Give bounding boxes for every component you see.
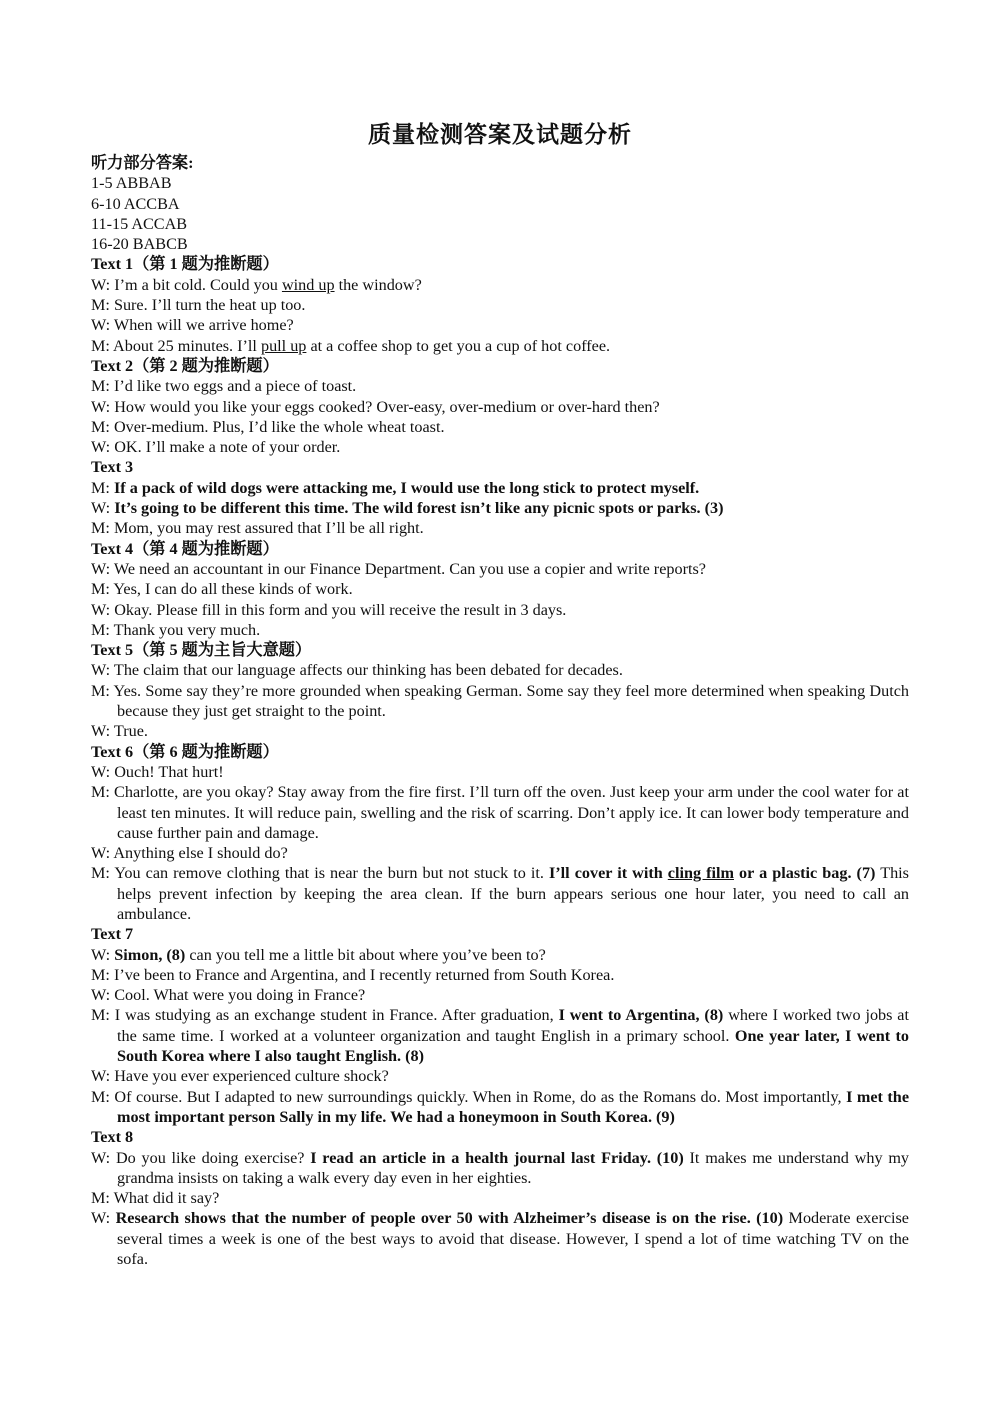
dialogue-text: at a coffee shop to get you a cup of hot coffee.	[306, 336, 611, 355]
dialogue-line	[91, 863, 909, 924]
text2-heading: Text 2（第 2 题为推断题）	[91, 356, 279, 375]
dialogue-line: W: How would you like your eggs cooked? Over-easy, over-medium or over-hard then?	[91, 397, 660, 416]
dialogue-line: W: Anything else I should do?	[91, 844, 288, 863]
dialogue-line: W: Okay. Please fill in this form and you will receive the result in 3 days.	[91, 600, 567, 619]
dialogue-text: W: Do you like doing exercise?	[91, 1148, 311, 1167]
dialogue-text: M: I was studying as an exchange student in France. After graduation,	[91, 1006, 559, 1025]
answers-heading: 听力部分答案:	[91, 154, 194, 172]
dialogue-text: can you tell me a little bit about where you’ve been to?	[185, 945, 546, 964]
underlined-phrase: wind up	[281, 275, 335, 294]
text1-heading: Text 1（第 1 题为推断题）	[91, 255, 279, 274]
dialogue-line	[91, 336, 909, 356]
dialogue-line: M: Over-medium. Plus, I’d like the whole wheat toast.	[91, 417, 445, 436]
dialogue-line: M: Sure. I’ll turn the heat up too.	[91, 296, 306, 315]
dialogue-line: W: When will we arrive home?	[91, 316, 294, 335]
dialogue-text: the window?	[334, 275, 422, 294]
answer-line: 1-5 ABBAB	[91, 174, 172, 193]
dialogue-line	[91, 478, 909, 498]
answer-line: 6-10 ACCBA	[91, 194, 180, 213]
key-sentence: If a pack of wild dogs were attacking me, I would use the long stick to protect myself.	[113, 478, 700, 497]
dialogue-line	[91, 1148, 909, 1189]
dialogue-text: W:	[91, 499, 115, 518]
text3-heading: Text 3	[91, 458, 134, 477]
answer-line: 11-15 ACCAB	[91, 214, 188, 233]
document-page	[91, 118, 909, 1269]
dialogue-line: M: Charlotte, are you okay? Stay away from the fire first. I’ll turn off the oven. Just keep your arm under the cool water for at least ten minutes. It will reduce pain, swelling and the risk of scarring. Don’t apply ice. It can lower body temperature and cause further pain and damage.	[91, 783, 909, 842]
dialogue-line: W: Have you ever experienced culture shock?	[91, 1067, 389, 1086]
dialogue-line: M: What did it say?	[91, 1189, 220, 1208]
dialogue-text: This helps prevent infection by keeping the area clean. If the burn appears serious one hour later, you need to call an ambulance.	[117, 864, 909, 923]
page-title: 质量检测答案及试题分析	[368, 122, 632, 147]
text7-heading: Text 7	[91, 925, 134, 944]
dialogue-text: Moderate exercise several times a week is one of the best ways to avoid that disease. However, I spend a lot of time watching TV on the sofa.	[117, 1209, 909, 1269]
dialogue-line: W: The claim that our language affects our thinking has been debated for decades.	[91, 661, 623, 680]
key-sentence: or a plastic bag. (7)	[734, 864, 876, 883]
dialogue-line	[91, 1087, 909, 1128]
dialogue-line: W: Cool. What were you doing in France?	[91, 986, 366, 1005]
key-sentence: Research shows that the number of people over 50 with Alzheimer’s disease is on the rise. (10)	[115, 1209, 784, 1228]
text4-heading: Text 4（第 4 题为推断题）	[91, 539, 279, 558]
key-sentence: I went to Argentina, (8)	[558, 1006, 724, 1025]
dialogue-line	[91, 1005, 909, 1066]
text6-heading: Text 6（第 6 题为推断题）	[91, 742, 279, 761]
dialogue-line: M: I’d like two eggs and a piece of toast.	[91, 377, 357, 396]
dialogue-line: W: Ouch! That hurt!	[91, 762, 224, 781]
dialogue-line: M: Yes. Some say they’re more grounded when speaking German. Some say they feel more determined when speaking Dutch because they just get straight to the point.	[91, 681, 909, 721]
dialogue-line	[91, 945, 909, 965]
key-sentence: It’s going to be different this time. The wild forest isn’t like any picnic spots or parks. (3)	[114, 499, 724, 518]
key-sentence: I met the most important person Sally in my life. We had a honeymoon in South Korea. (9)	[117, 1087, 909, 1126]
dialogue-text: W: I’m a bit cold. Could you	[91, 275, 282, 294]
dialogue-line: W: True.	[91, 722, 148, 741]
dialogue-line	[91, 1208, 909, 1269]
dialogue-text: W:	[91, 1209, 116, 1228]
key-sentence: I’ll cover it with	[548, 864, 668, 883]
dialogue-line: M: Mom, you may rest assured that I’ll be all right.	[91, 519, 424, 538]
text5-heading: Text 5（第 5 题为主旨大意题）	[91, 641, 312, 660]
text8-heading: Text 8	[91, 1128, 134, 1147]
dialogue-text: W:	[91, 945, 115, 964]
dialogue-line: M: I’ve been to France and Argentina, and I recently returned from South Korea.	[91, 965, 615, 984]
key-sentence: I read an article in a health journal last Friday. (10)	[310, 1148, 684, 1167]
dialogue-line: W: We need an accountant in our Finance Department. Can you use a copier and write reports?	[91, 559, 706, 578]
answer-line: 16-20 BABCB	[91, 235, 188, 254]
key-sentence: One year later, I went to South Korea where I also taught English. (8)	[117, 1026, 909, 1066]
dialogue-line: W: OK. I’ll make a note of your order.	[91, 438, 341, 457]
underlined-phrase: pull up	[260, 336, 307, 355]
dialogue-line: M: Yes, I can do all these kinds of work.	[91, 580, 353, 599]
dialogue-line	[91, 498, 909, 518]
key-sentence: Simon, (8)	[114, 945, 186, 964]
dialogue-text: where I worked two jobs at the same time. I worked at a volunteer organization and taught English in a primary school.	[117, 1006, 909, 1045]
dialogue-text: M: You can remove clothing that is near the burn but not stuck to it.	[91, 864, 549, 883]
dialogue-text: M: About 25 minutes. I’ll	[91, 336, 261, 355]
dialogue-text: M: Of course. But I adapted to new surroundings quickly. When in Rome, do as the Romans do. Most importantly,	[91, 1087, 847, 1106]
dialogue-text: It makes me understand why my grandma insists on taking a walk every day even in her eighties.	[117, 1148, 910, 1187]
dialogue-line: M: Thank you very much.	[91, 620, 261, 639]
dialogue-text: M:	[91, 478, 114, 497]
dialogue-line	[91, 275, 909, 295]
underlined-phrase: cling film	[667, 864, 734, 883]
